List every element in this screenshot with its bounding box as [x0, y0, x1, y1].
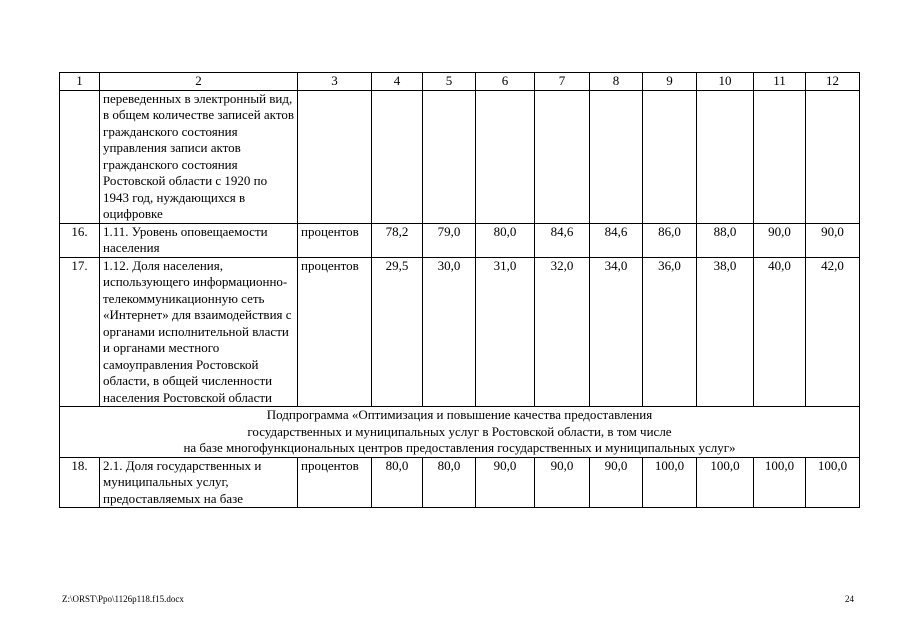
value-cell: 90,0 — [590, 457, 643, 508]
value-cell: 90,0 — [806, 223, 860, 257]
value-cell: 42,0 — [806, 257, 860, 407]
value-cell: 30,0 — [423, 257, 476, 407]
col-header: 11 — [754, 73, 806, 91]
indicator-name: переведенных в электронный вид, в общем количестве записей актов гражданского состояния управления записи актов гражданского состояния Ростовской области с 1920 по 1943 год, нуждающихся в оцифровке — [100, 90, 298, 223]
value-cell: 84,6 — [535, 223, 590, 257]
col-header: 7 — [535, 73, 590, 91]
col-header: 3 — [298, 73, 372, 91]
col-header: 5 — [423, 73, 476, 91]
value-cell: 100,0 — [806, 457, 860, 508]
value-cell: 80,0 — [423, 457, 476, 508]
subprogram-line: на базе многофункциональных центров предоставления государственных и муниципальных услуг» — [183, 440, 736, 455]
subprogram-row — [60, 407, 860, 458]
value-cell: 34,0 — [590, 257, 643, 407]
indicators-table — [59, 72, 860, 508]
row-number: 17. — [60, 257, 100, 407]
value-cell: 100,0 — [754, 457, 806, 508]
value-cell: 86,0 — [643, 223, 697, 257]
column-number-row — [60, 73, 860, 91]
col-header: 4 — [372, 73, 423, 91]
col-header: 10 — [697, 73, 754, 91]
table-row — [60, 457, 860, 508]
value-cell: 29,5 — [372, 257, 423, 407]
subprogram-line: Подпрограмма «Оптимизация и повышение качества предоставления — [266, 407, 653, 422]
continuation-row — [60, 90, 860, 223]
unit-cell: процентов — [298, 223, 372, 257]
unit-cell: процентов — [298, 257, 372, 407]
col-header: 2 — [100, 73, 298, 91]
value-cell: 40,0 — [754, 257, 806, 407]
value-cell: 90,0 — [535, 457, 590, 508]
value-cell: 80,0 — [476, 223, 535, 257]
page-number: 24 — [845, 594, 854, 604]
value-cell: 36,0 — [643, 257, 697, 407]
value-cell: 84,6 — [590, 223, 643, 257]
subprogram-line: государственных и муниципальных услуг в Ростовской области, в том числе — [247, 423, 672, 439]
subprogram-heading — [60, 407, 860, 458]
value-cell: 88,0 — [697, 223, 754, 257]
value-cell: 100,0 — [697, 457, 754, 508]
value-cell: 79,0 — [423, 223, 476, 257]
row-number: 18. — [60, 457, 100, 508]
col-header: 1 — [60, 73, 100, 91]
unit-cell: процентов — [298, 457, 372, 508]
indicator-name: 1.12. Доля населения, использующего информационно-телекоммуникационную сеть «Интернет» для взаимодействия с органами исполнительной власти и органами местного самоуправления Ростовской области, в общей численности населения Ростовской области — [100, 257, 298, 407]
table-row — [60, 257, 860, 407]
value-cell: 90,0 — [476, 457, 535, 508]
col-header: 6 — [476, 73, 535, 91]
indicator-name: 2.1. Доля государственных и муниципальных услуг, предоставляемых на базе — [100, 457, 298, 508]
value-cell: 90,0 — [754, 223, 806, 257]
col-header: 8 — [590, 73, 643, 91]
value-cell: 80,0 — [372, 457, 423, 508]
value-cell: 100,0 — [643, 457, 697, 508]
table-row — [60, 223, 860, 257]
col-header: 12 — [806, 73, 860, 91]
value-cell: 32,0 — [535, 257, 590, 407]
value-cell: 78,2 — [372, 223, 423, 257]
indicator-name: 1.11. Уровень оповещаемости населения — [100, 223, 298, 257]
value-cell: 38,0 — [697, 257, 754, 407]
value-cell: 31,0 — [476, 257, 535, 407]
file-path: Z:\ORST\Ppo\1126p118.f15.docx — [62, 594, 184, 604]
row-number: 16. — [60, 223, 100, 257]
col-header: 9 — [643, 73, 697, 91]
